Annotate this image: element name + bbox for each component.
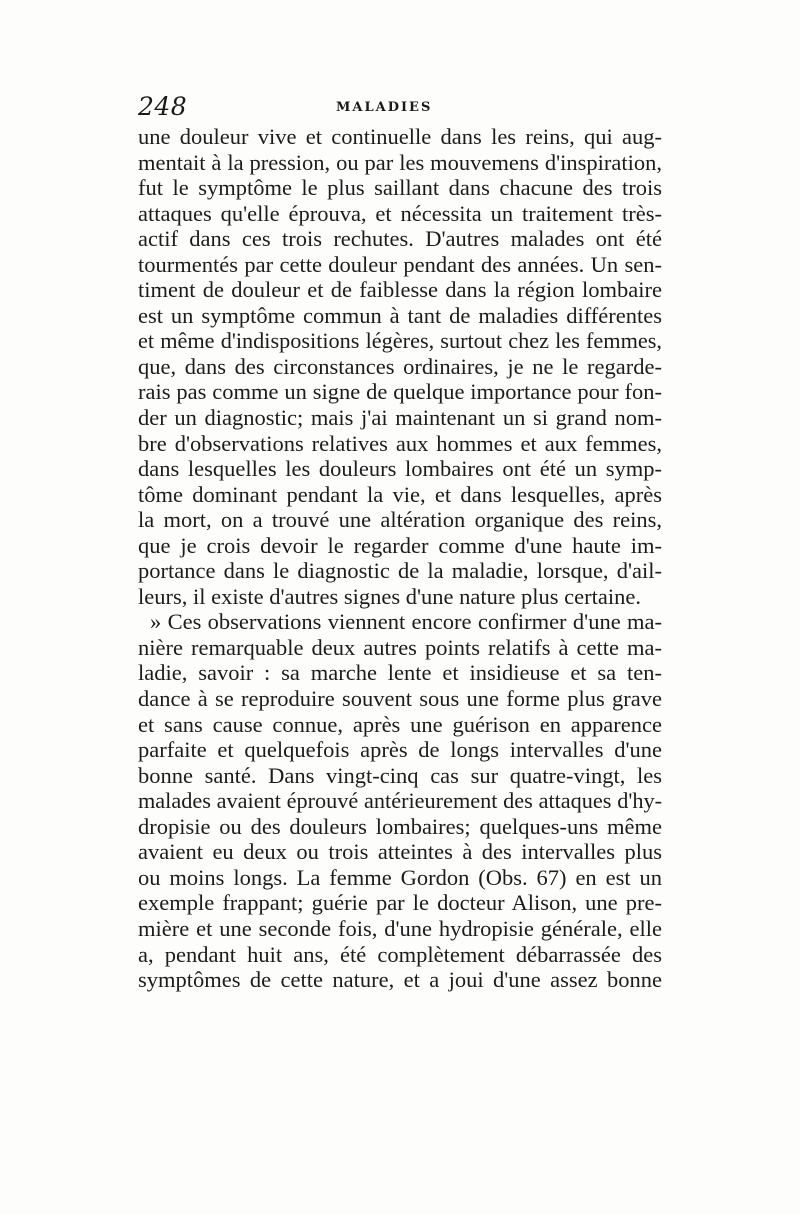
text-line: avaient eu deux ou trois atteintes à des intervalles plus [138,839,662,865]
text-line: mentait à la pression, ou par les mouvemens d'inspiration, [138,149,662,175]
text-line: bonne santé. Dans vingt-cinq cas sur quatre-vingt, les [138,762,662,788]
text-line: leurs, il existe d'autres signes d'une nature plus certaine. [138,583,641,609]
body-text [138,124,662,993]
text-line: exemple frappant; guérie par le docteur Alison, une pre- [138,890,662,916]
text-line: ou moins longs. La femme Gordon (Obs. 67) en est un [138,864,662,890]
text-line: mière et une seconde fois, d'une hydropisie générale, elle [138,915,662,941]
running-head: MALADIES [336,100,433,115]
text-line: ladie, savoir : sa marche lente et insidieuse et sa ten- [138,660,662,686]
text-line: actif dans ces trois rechutes. D'autres malades ont été [138,226,662,252]
page-header [138,92,660,122]
text-line: dans lesquelles les douleurs lombaires ont été un symp- [138,456,662,482]
text-line: une douleur vive et continuelle dans les reins, qui aug- [138,124,662,149]
text-line: bre d'observations relatives aux hommes et aux femmes, [138,430,662,456]
text-line: tôme dominant pendant la vie, et dans lesquelles, après [138,481,662,507]
text-line: fut le symptôme le plus saillant dans chacune des trois [138,175,662,201]
text-line: rais pas comme un signe de quelque importance pour fon- [138,379,662,405]
text-line: nière remarquable deux autres points relatifs à cette ma- [138,634,662,660]
text-line: parfaite et quelquefois après de longs intervalles d'une [138,737,662,763]
page-number: 248 [138,92,188,121]
text-line: » Ces observations viennent encore confirmer d'une ma- [150,609,662,635]
text-line: la mort, on a trouvé une altération organique des reins, [138,507,662,533]
text-line: dance à se reproduire souvent sous une forme plus grave [138,686,662,712]
text-line: que, dans des circonstances ordinaires, je ne le regarde- [138,353,662,379]
text-line: dropisie ou des douleurs lombaires; quelques-uns même [138,813,662,839]
text-line: tourmentés par cette douleur pendant des années. Un sen- [138,251,662,277]
text-line: timent de douleur et de faiblesse dans la région lombaire [138,277,662,303]
text-line: attaques qu'elle éprouva, et nécessita un traitement très- [138,200,662,226]
text-line: et même d'indispositions légères, surtout chez les femmes, [138,328,662,354]
text-line: que je crois devoir le regarder comme d'une haute im- [138,532,662,558]
text-line: der un diagnostic; mais j'ai maintenant un si grand nom- [138,405,662,431]
text-line: portance dans le diagnostic de la maladie, lorsque, d'ail- [138,558,662,584]
text-line: malades avaient éprouvé antérieurement des attaques d'hy- [138,788,662,814]
text-line: et sans cause connue, après une guérison en apparence [138,711,662,737]
text-line: symptômes de cette nature, et a joui d'une assez bonne [138,967,662,993]
text-line: a, pendant huit ans, été complètement débarrassée des [138,941,662,967]
text-line: est un symptôme commun à tant de maladies différentes [138,302,662,328]
